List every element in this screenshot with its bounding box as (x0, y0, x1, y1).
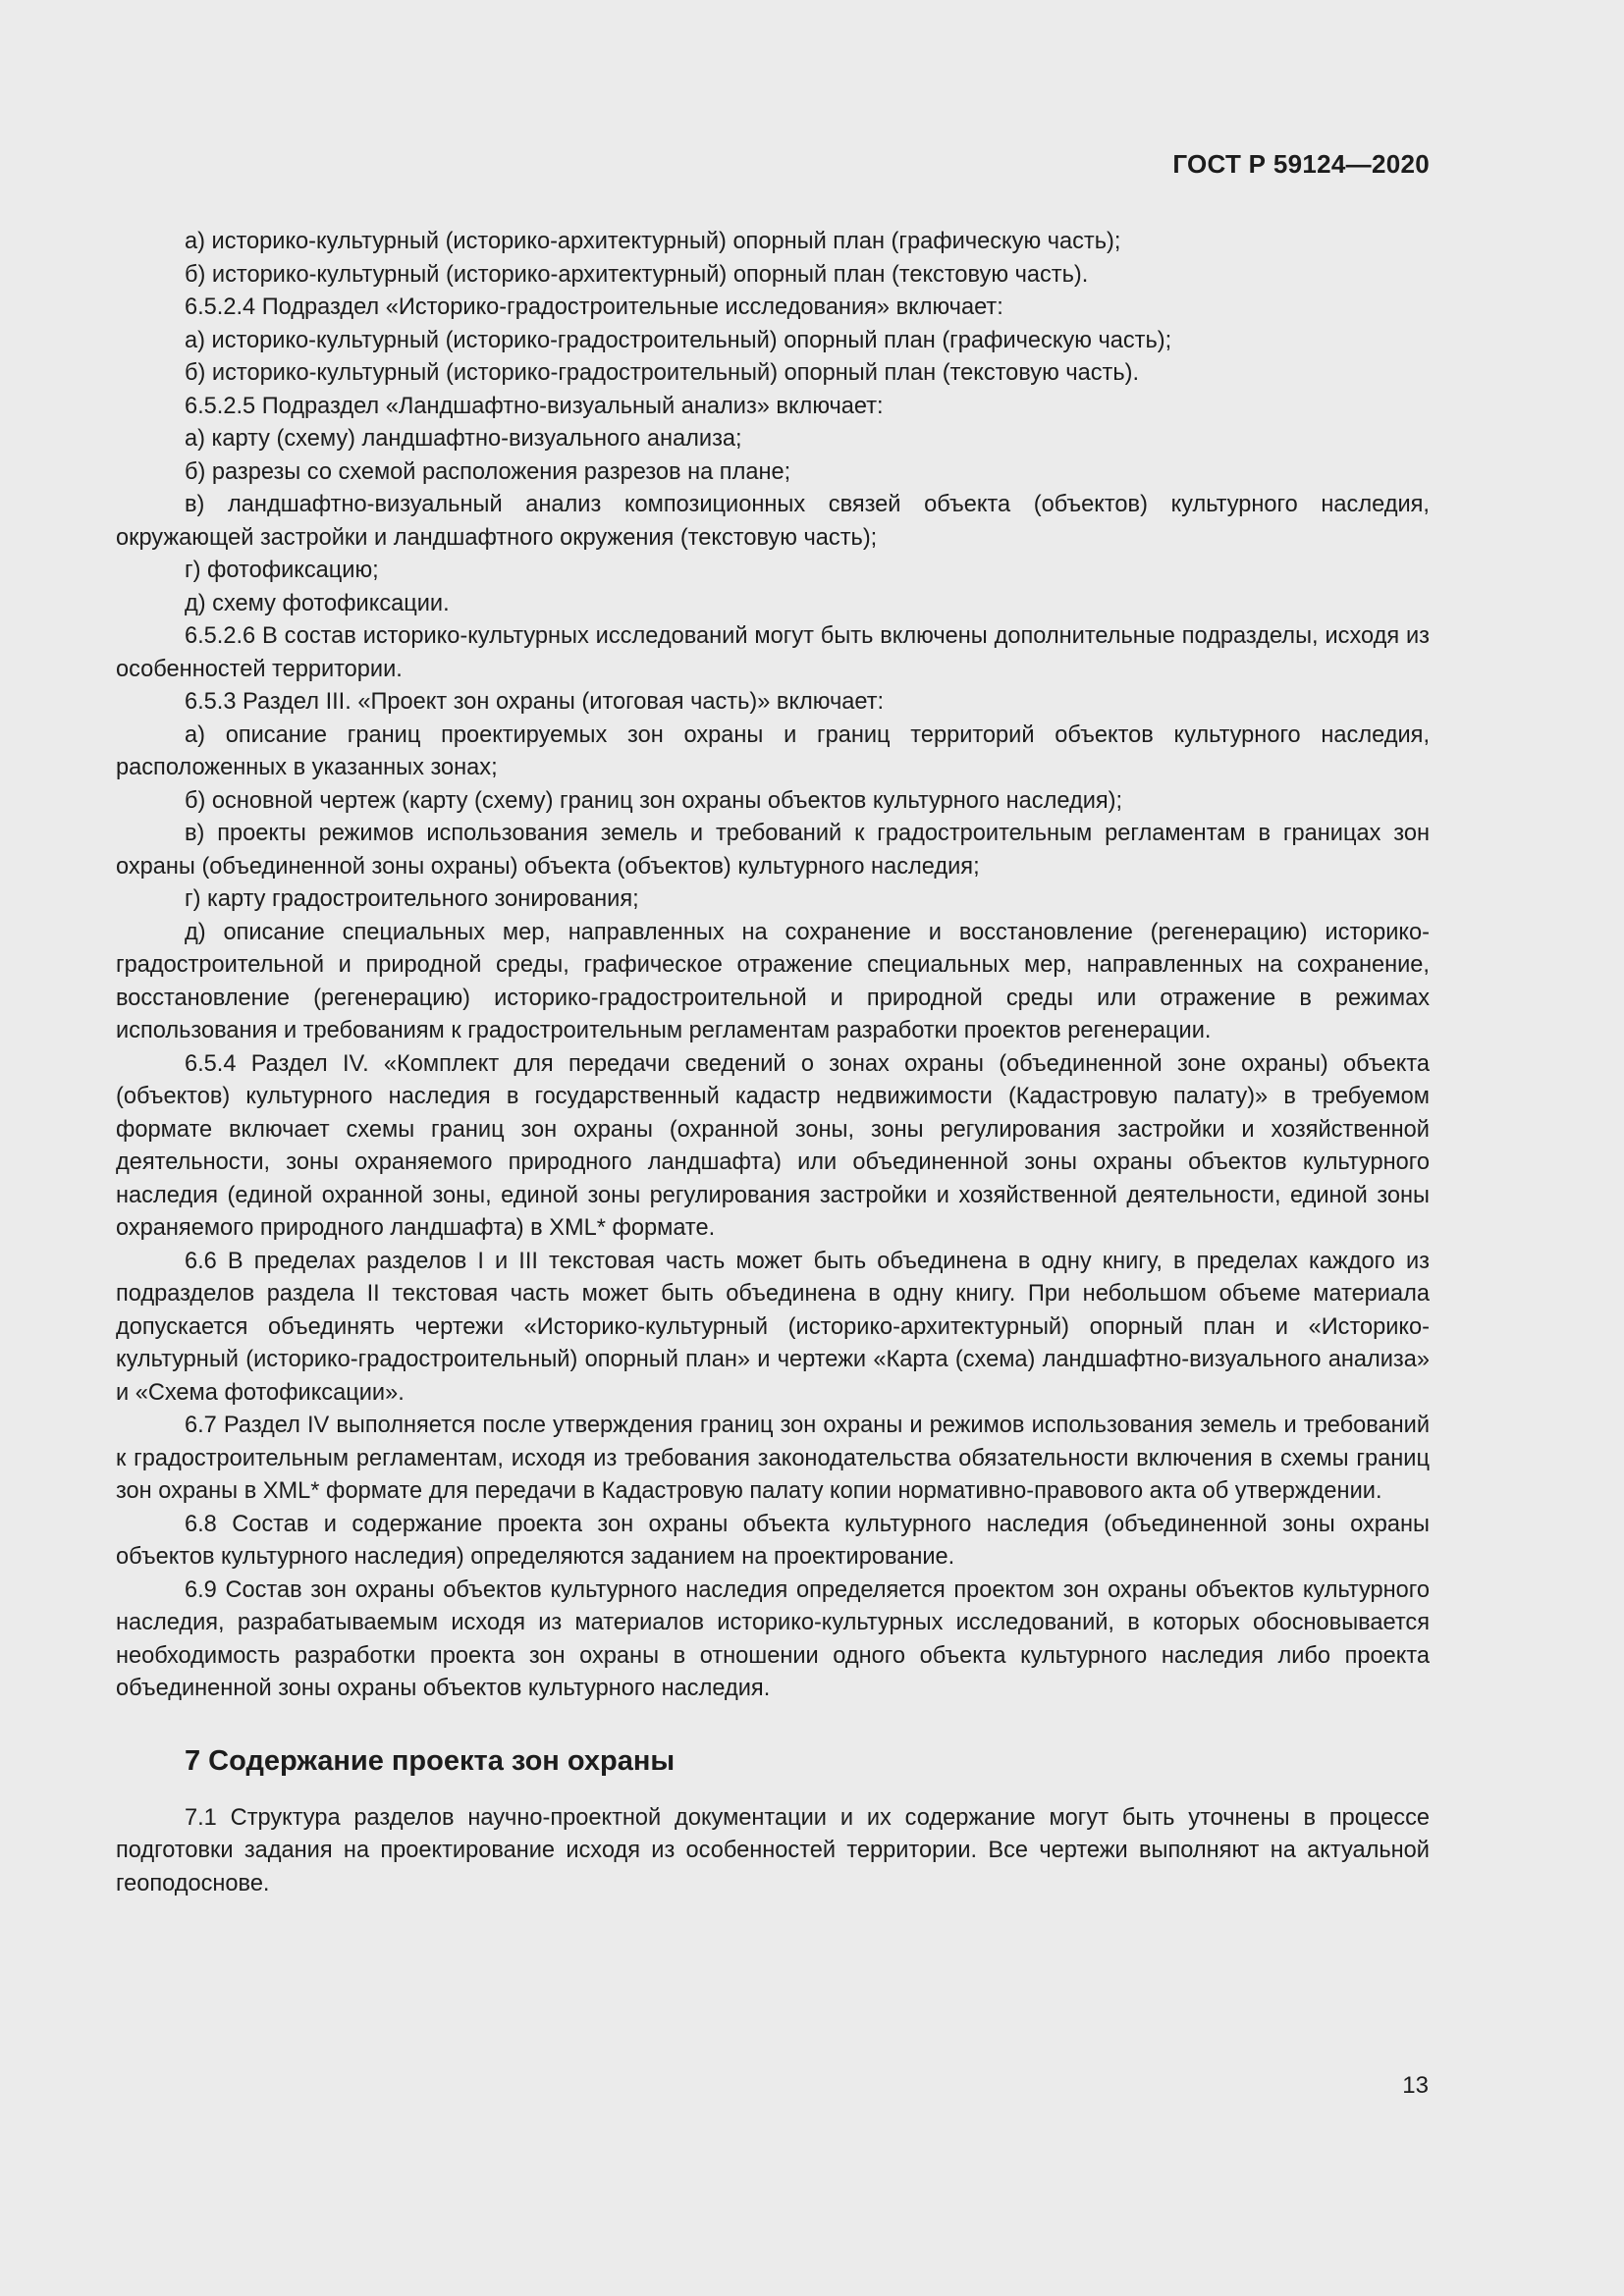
paragraph: б) разрезы со схемой расположения разрезов на плане; (185, 458, 791, 485)
paragraph: д) схему фотофиксации. (185, 590, 450, 616)
paragraph: в) ландшафтно-визуальный анализ композиционных связей объекта (объектов) культурного наследия, окружающей застройки и ландшафтного окружения (текстовую часть); (116, 492, 1430, 551)
paragraph: б) историко-культурный (историко-градостроительный) опорный план (текстовую часть). (185, 360, 1140, 386)
document-body (116, 226, 1430, 1900)
paragraph: 6.5.2.5 Подраздел «Ландшафтно-визуальный анализ» включает: (185, 393, 884, 419)
paragraph: а) историко-культурный (историко-архитектурный) опорный план (графическую часть); (185, 229, 1121, 254)
paragraph: г) фотофиксацию; (185, 558, 379, 583)
paragraph: 6.5.2.4 Подраздел «Историко-градостроительные исследования» включает: (185, 294, 1003, 320)
paragraph: а) карту (схему) ландшафтно-визуального анализа; (185, 426, 742, 452)
paragraph: б) историко-культурный (историко-архитектурный) опорный план (текстовую часть). (185, 261, 1089, 288)
paragraph: а) описание границ проектируемых зон охраны и границ территорий объектов культурного наследия, расположенных в указанных зонах; (116, 721, 1430, 780)
paragraph: 6.5.2.6 В состав историко-культурных исследований могут быть включены дополнительные подразделы, исходя из особенностей территории. (116, 623, 1430, 682)
paragraph: в) проекты режимов использования земель и требований к градостроительным регламентам в границах зон охраны (объединенной зоны охраны) объекта (объектов) культурного наследия; (116, 821, 1430, 880)
paragraph: а) историко-культурный (историко-градостроительный) опорный план (графическую часть); (185, 327, 1172, 353)
section-7-text (116, 1802, 1430, 1901)
paragraph: 6.7 Раздел IV выполняется после утверждения границ зон охраны и режимов использования земель и требований к градостроительным регламентам, исходя из требования законодательства обязательности включения в схемы границ зон охраны в XML* формате для передачи в Кадастровую палату копии нормативно-правового акта об утверждении. (116, 1413, 1430, 1504)
paragraph: б) основной чертеж (карту (схему) границ зон охраны объектов культурного наследия); (185, 787, 1123, 814)
section-7-heading: 7 Содержание проекта зон охраны (185, 1744, 676, 1777)
page-number: 13 (1402, 2072, 1429, 2099)
paragraph: 6.8 Состав и содержание проекта зон охраны объекта культурного наследия (объединенной зоны охраны объектов культурного наследия) определяются заданием на проектирование. (116, 1511, 1430, 1570)
paragraph: 6.5.3 Раздел III. «Проект зон охраны (итоговая часть)» включает: (185, 689, 885, 715)
paragraph: г) карту градостроительного зонирования; (185, 886, 639, 912)
section-6-text (116, 226, 1430, 1706)
paragraph: 6.9 Состав зон охраны объектов культурного наследия определяется проектом зон охраны объектов культурного наследия, разрабатываемым исходя из материалов историко-культурных исследований, в которых обосновывается необходимость разработки проекта зон охраны в отношении одного объекта культурного наследия либо проекта объединенной зоны охраны объектов культурного наследия. (116, 1576, 1430, 1701)
paragraph: 6.6 В пределах разделов I и III текстовая часть может быть объединена в одну книгу, в пределах каждого из подразделов раздела II текстовая часть может быть объединена в одну книгу. При небольшом объеме материала допускается объединять чертежи «Историко-культурный (историко-архитектурный) опорный план и «Историко-культурный (историко-градостроительный) опорный план» и чертежи «Карта (схема) ландшафтно-визуального анализа» и «Схема фотофиксации». (116, 1248, 1430, 1406)
document-code-header: ГОСТ Р 59124—2020 (1172, 149, 1430, 179)
paragraph: д) описание специальных мер, направленных на сохранение и восстановление (регенерацию) историко-градостроительной и природной среды, графическое отражение специальных мер, направленных на сохранение, восстановление (регенерацию) историко-градостроительной и природной среды или отражение в режимах использования и требованиям к градостроительным регламентам разработки проектов регенерации. (116, 919, 1430, 1043)
paragraph: 7.1 Структура разделов научно-проектной документации и их содержание могут быть уточнены в процессе подготовки задания на проектирование исходя из особенностей территории. Все чертежи выполняют на актуальной геоподоснове. (116, 1804, 1430, 1896)
paragraph: 6.5.4 Раздел IV. «Комплект для передачи сведений о зонах охраны (объединенной зоне охраны) объекта (объектов) культурного наследия в государственный кадастр недвижимости (Кадастровую палату)» в требуемом формате включает схемы границ зон охраны (охранной зоны, зоны регулирования застройки и хозяйственной деятельности, зоны охраняемого природного ландшафта) или объединенной зоны охраны объектов культурного наследия (единой охранной зоны, единой зоны регулирования застройки и хозяйственной деятельности, единой зоны охраняемого природного ландшафта) в XML* формате. (116, 1050, 1430, 1241)
